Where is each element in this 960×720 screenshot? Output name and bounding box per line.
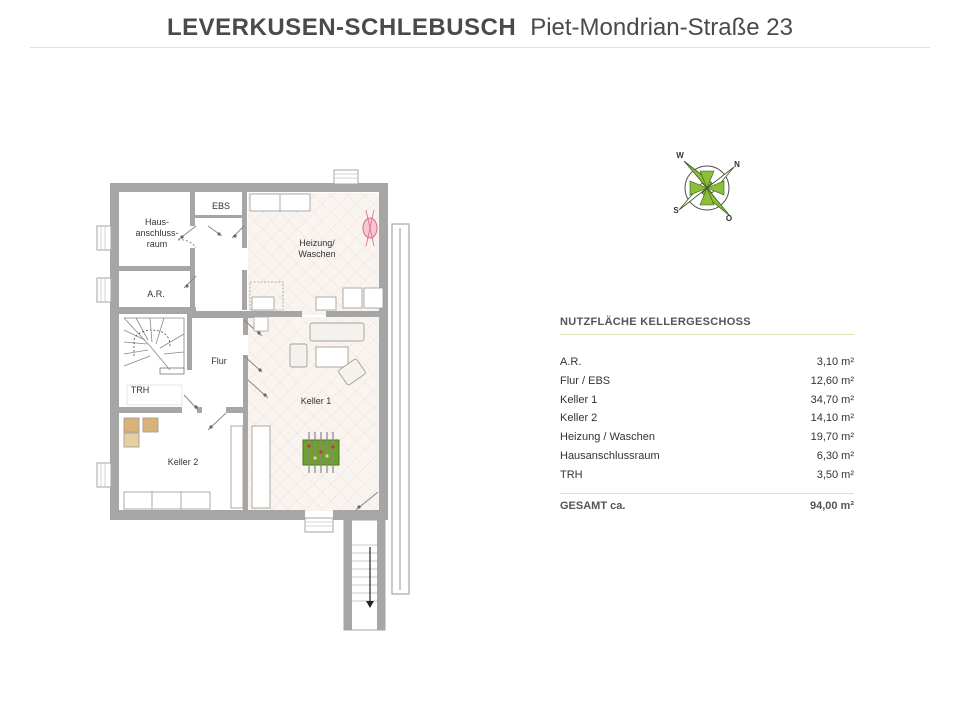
area-row-value: 19,70 m²: [810, 431, 854, 444]
area-row-name: Keller 1: [560, 393, 598, 406]
area-row: [560, 447, 854, 466]
area-row-name: Hausanschlussraum: [560, 449, 660, 462]
label-ebs: EBS: [211, 201, 231, 211]
compass-rose-icon: [673, 151, 740, 223]
label-hausanschluss-1: Haus-: [144, 217, 170, 227]
compass-n: N: [734, 160, 740, 169]
label-flur: Flur: [211, 356, 227, 366]
area-row-value: 34,70 m²: [810, 393, 854, 406]
exterior-walls: [392, 224, 409, 594]
area-row: [560, 409, 854, 428]
label-trh: TRH: [130, 385, 150, 395]
compass-w: W: [676, 151, 684, 160]
area-row-value: 6,30 m²: [816, 449, 854, 462]
area-total: [560, 493, 854, 512]
area-table-title: NUTZFLÄCHE KELLERGESCHOSS: [560, 316, 854, 335]
area-row-value: 3,10 m²: [816, 356, 854, 368]
label-ar: A.R.: [147, 289, 165, 299]
compass-o: O: [725, 214, 733, 223]
outdoor-stair: [344, 520, 385, 630]
label-keller1: Keller 1: [300, 396, 332, 406]
area-table: [560, 316, 854, 512]
area-row: [560, 372, 854, 391]
area-row-value: 12,60 m²: [810, 374, 854, 387]
area-row: [560, 353, 854, 372]
street-title: Piet-Mondrian-Straße 23: [530, 14, 793, 41]
area-row-name: Flur / EBS: [560, 374, 611, 387]
area-row: [560, 428, 854, 447]
area-row-name: TRH: [560, 468, 583, 481]
kicker-table-icon: [303, 432, 339, 473]
label-heizung-2: Waschen: [298, 249, 336, 259]
label-hausanschluss-3: raum: [146, 239, 168, 249]
area-total-value: 94,00 m²: [809, 499, 854, 512]
area-total-label: GESAMT ca.: [560, 499, 626, 512]
area-row-name: A.R.: [560, 356, 582, 368]
area-row-name: Keller 2: [560, 412, 598, 425]
label-heizung-1: Heizung/: [299, 238, 335, 248]
area-table-rows: [560, 353, 854, 485]
area-row-name: Heizung / Waschen: [560, 431, 655, 444]
area-row-value: 3,50 m²: [816, 468, 854, 481]
label-hausanschluss-2: anschluss-: [135, 228, 179, 238]
area-row: [560, 391, 854, 410]
label-keller2: Keller 2: [167, 457, 199, 467]
area-row-value: 14,10 m²: [810, 412, 854, 425]
area-row: [560, 466, 854, 485]
city-title: LEVERKUSEN-SCHLEBUSCH: [167, 14, 517, 41]
compass-s: S: [673, 206, 679, 215]
